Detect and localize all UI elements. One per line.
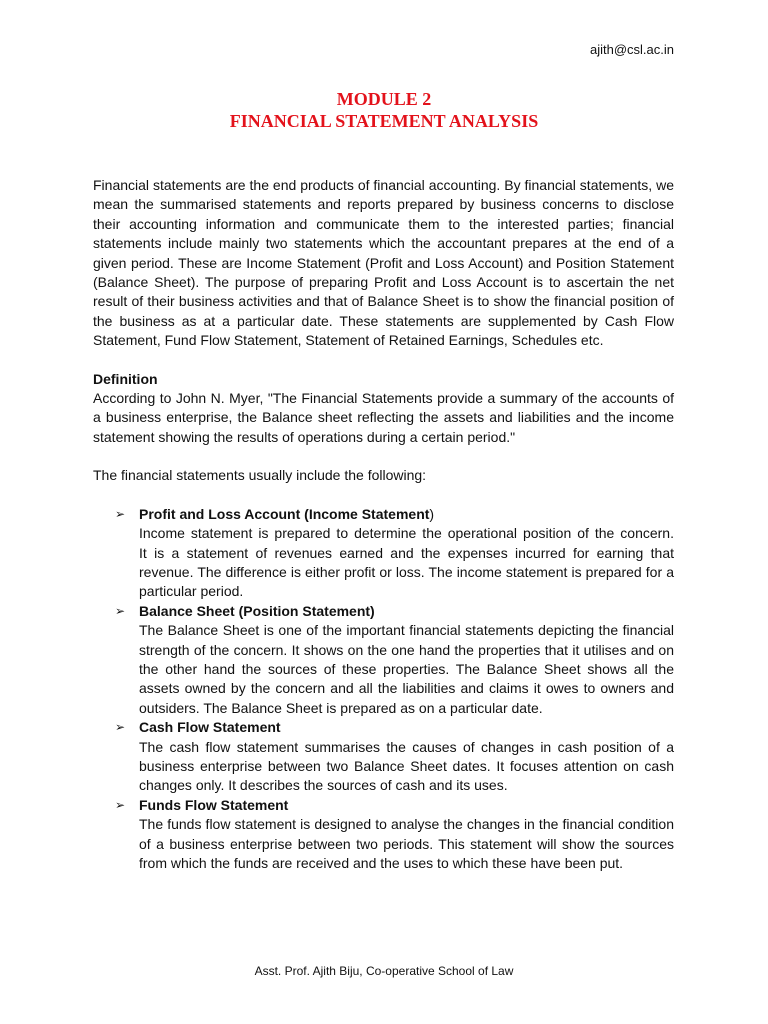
definition-heading: Definition <box>93 370 158 387</box>
list-item <box>93 602 674 718</box>
item-heading-line <box>139 505 674 524</box>
title-subject: FINANCIAL STATEMENT ANALYSIS <box>229 111 539 131</box>
item-heading: Funds Flow Statement <box>139 796 289 813</box>
list-lead-text: The financial statements usually include the following: <box>93 467 427 484</box>
definition-text: According to John N. Myer, "The Financial Statements provide a summary of the accounts of a business enterprise, the Balance sheet reflecting the assets and liabilities and the income statement showing the results of operations during a certain period." <box>93 390 674 445</box>
item-heading-line <box>139 796 674 815</box>
document-body <box>93 176 713 873</box>
list-item <box>93 796 674 874</box>
item-description: The funds flow statement is designed to analyse the changes in the financial condition of a business enterprise between two periods. This statement will show the sources from which the funds are received and the uses to which these have been put. <box>139 816 674 871</box>
document-title <box>0 88 768 132</box>
arrow-bullet-icon: ➢ <box>115 506 126 521</box>
item-heading-line <box>139 718 674 737</box>
list-item <box>93 505 713 602</box>
item-description: Income statement is prepared to determine the operational position of the concern. It is a statement of revenues earned and the expenses incurred for earning that revenue. The difference is either profit or loss. The income statement is prepared for a particular period. <box>139 525 713 600</box>
item-heading-line <box>139 602 674 621</box>
item-heading: Cash Flow Statement <box>139 719 281 736</box>
item-heading: Balance Sheet (Position Statement) <box>139 602 375 619</box>
statement-list <box>93 505 713 874</box>
arrow-bullet-icon: ➢ <box>115 797 126 812</box>
item-heading-suffix: ) <box>429 505 435 522</box>
arrow-bullet-icon: ➢ <box>115 720 126 735</box>
item-heading: Profit and Loss Account (Income Statement <box>139 505 430 522</box>
list-item <box>93 718 674 796</box>
page-footer: Asst. Prof. Ajith Biju, Co-operative School of Law <box>254 964 514 978</box>
title-module: MODULE 2 <box>336 89 432 109</box>
intro-paragraph: Financial statements are the end products of financial accounting. By financial statements, we mean the summarised statements and reports prepared by business concerns to disclose their accounting information and communicate them to the interested parties; financial statements include mainly two statements which the accountant prepares at the end of a given period. These are Income Statement (Profit and Loss Account) and Position Statement (Balance Sheet). The purpose of preparing Profit and Loss Account is to ascertain the net result of their business activities and that of Balance Sheet is to show the financial position of the business as at a particular date. These statements are supplemented by Cash Flow Statement, Fund Flow Statement, Statement of Retained Earnings, Schedules etc. <box>93 177 674 349</box>
header-email: ajith@csl.ac.in <box>589 42 674 57</box>
item-description: The cash flow statement summarises the causes of changes in cash position of a business enterprise between two Balance Sheet dates. It focuses attention on cash changes only. It describes the sources of cash and its uses. <box>139 738 674 794</box>
arrow-bullet-icon: ➢ <box>115 603 126 618</box>
item-description: The Balance Sheet is one of the important financial statements depicting the financial strength of the concern. It shows on the one hand the properties that it utilises and on the other hand the sources of these properties. The Balance Sheet shows all the assets owned by the concern and all the liabilities and claims it owes to owners and outsiders. The Balance Sheet is prepared as on a particular date. <box>139 622 674 716</box>
